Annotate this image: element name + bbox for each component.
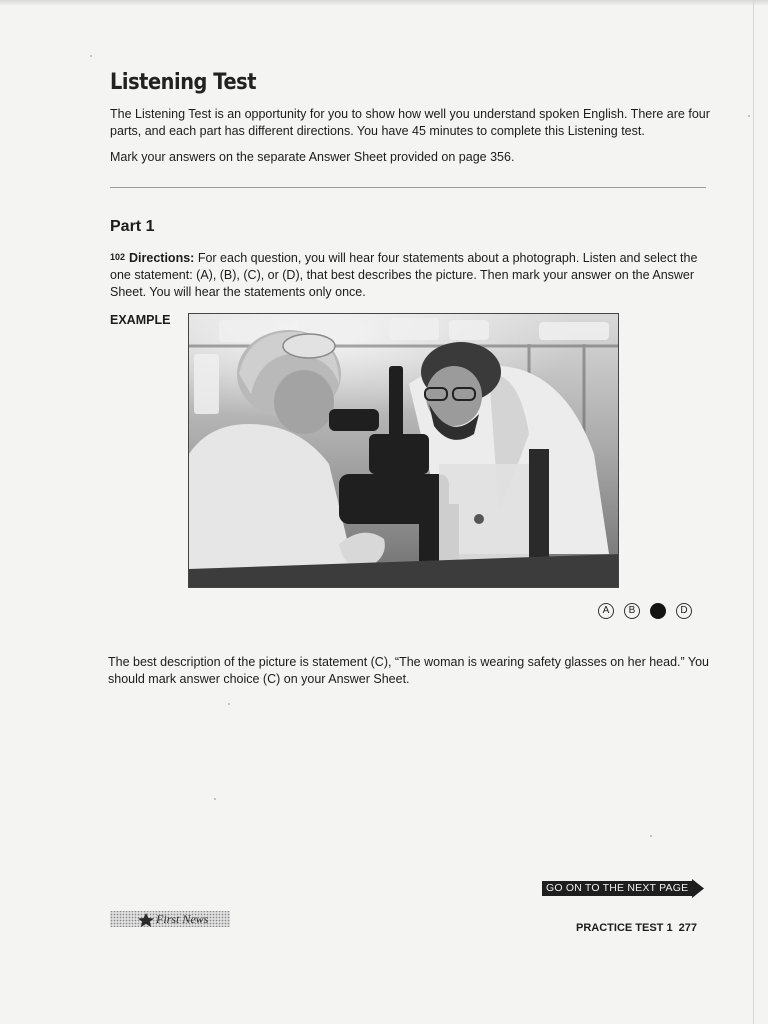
page-edge-line <box>753 0 754 1024</box>
answer-choices <box>598 603 692 619</box>
directions-label: Directions: <box>129 251 195 265</box>
publisher-logo <box>110 910 230 928</box>
answer-sheet-note: Mark your answers on the separate Answer Sheet provided on page 356. <box>110 150 515 164</box>
directions-paragraph <box>110 249 710 301</box>
page-edge-shadow <box>0 0 768 6</box>
example-label: EXAMPLE <box>110 313 171 327</box>
answer-bubble-c-selected[interactable] <box>650 603 666 619</box>
page-title: Listening Test <box>110 70 257 95</box>
intro-paragraph: The Listening Test is an opportunity for you to show how well you understand spoken English. There are four parts, and each part has different directions. You have 45 minutes to complete this Listening test. <box>110 107 710 138</box>
answer-bubble-b[interactable]: B <box>624 603 640 619</box>
publisher-logo-text: First News <box>156 912 209 926</box>
section-divider <box>110 187 706 188</box>
example-photograph <box>188 313 619 588</box>
arrow-right-icon <box>692 879 704 898</box>
audio-track-number: 102 <box>110 252 126 262</box>
answer-bubble-d[interactable]: D <box>676 603 692 619</box>
lab-photo-illustration <box>189 314 619 588</box>
go-on-text: GO ON TO THE NEXT PAGE <box>542 881 692 896</box>
answer-bubble-a[interactable]: A <box>598 603 614 619</box>
test-label: PRACTICE TEST 1 <box>576 922 673 934</box>
example-explanation: The best description of the picture is statement (C), “The woman is wearing safety glasses on her head.” You should mark answer choice (C) on your Answer Sheet. <box>108 655 710 686</box>
part-heading: Part 1 <box>110 218 155 235</box>
page-number: 277 <box>678 922 697 934</box>
go-on-banner <box>542 879 704 898</box>
page-footer <box>576 922 697 934</box>
directions-text: For each question, you will hear four statements about a photograph. Listen and select the one statement: (A), (B), (C), or (D), that best describes the picture. Then mark your answer on the Answer Sheet. You will hear the statements only once. <box>110 251 698 299</box>
publisher-logo-graphic <box>110 910 230 928</box>
